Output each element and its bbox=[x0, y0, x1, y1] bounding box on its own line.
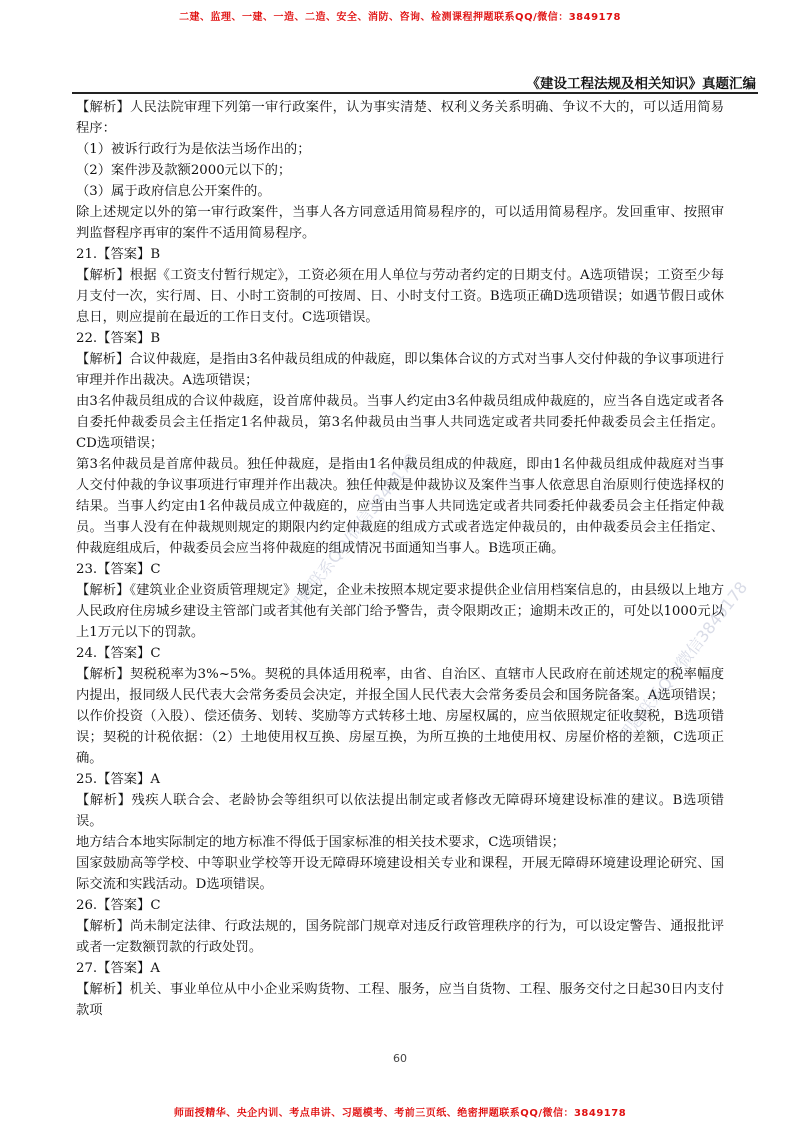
text-line: 【解析】《建筑业企业资质管理规定》规定，企业未按照本规定要求提供企业信用档案信息的，由县级以上地方人民政府住房城乡建设主管部门或者其他有关部门给予警告，责令限期改正；逾期未改正的，可处以1000元以上1万元以下的罚款。 bbox=[76, 583, 724, 640]
text-line: 地方结合本地实际制定的地方标准不得低于国家标准的相关技术要求，C选项错误； bbox=[76, 835, 565, 850]
text-line: 由3名仲裁员组成的合议仲裁庭，设首席仲裁员。当事人约定由3名仲裁员组成仲裁庭的，应当各自选定或者各自委托仲裁委员会主任指定1名仲裁员，第3名仲裁员由当事人共同选定或者共同委托仲裁委员会主任指定。CD选项错误； bbox=[76, 394, 724, 451]
document-header-title: 《建设工程法规及相关知识》真题汇编 bbox=[526, 76, 756, 92]
answer-line: 26.【答案】C bbox=[76, 898, 161, 913]
text-line: 【解析】人民法院审理下列第一审行政案件，认为事实清楚、权利义务关系明确、争议不大的，可以适用简易程序： bbox=[76, 100, 724, 136]
answer-line: 22.【答案】B bbox=[76, 331, 161, 346]
answer-line: 27.【答案】A bbox=[76, 961, 160, 976]
text-line: 【解析】机关、事业单位从中小企业采购货物、工程、服务，应当自货物、工程、服务交付之日起30日内支付款项 bbox=[76, 982, 724, 1018]
watermark: 押题联系QQ/微信3849178 bbox=[284, 449, 422, 618]
text-line: 【解析】合议仲裁庭，是指由3名仲裁员组成的仲裁庭，即以集体合议的方式对当事人交付仲裁的争议事项进行审理并作出裁决。A选项错误； bbox=[76, 352, 724, 388]
page-number: 60 bbox=[393, 1052, 407, 1065]
text-line: （3）属于政府信息公开案件的。 bbox=[76, 184, 271, 199]
bottom-promo-banner: 师面授精华、央企内训、考点串讲、习题模考、考前三页纸、绝密押题联系QQ/微信：3849178 bbox=[173, 1108, 627, 1119]
answer-explanations bbox=[76, 97, 724, 1021]
text-line: 【解析】尚未制定法律、行政法规的，国务院部门规章对违反行政管理秩序的行为，可以设定警告、通报批评或者一定数额罚款的行政处罚。 bbox=[76, 919, 724, 955]
text-line: 第3名仲裁员是首席仲裁员。独任仲裁庭，是指由1名仲裁员组成的仲裁庭，即由1名仲裁员组成仲裁庭对当事人交付仲裁的争议事项进行审理并作出裁决。独任仲裁是仲裁协议及案件当事人依意思自治原则行使选择权的结果。当事人约定由1名仲裁员成立仲裁庭的，应当由当事人共同选定或者共同委托仲裁委员会主任指定仲裁员。当事人没有在仲裁规则规定的期限内约定仲裁庭的组成方式或者选定仲裁员的，由仲裁委员会主任指定、仲裁庭组成后，仲裁委员会应当将仲裁庭的组成情况书面通知当事人。B选项正确。 bbox=[76, 457, 724, 556]
text-line: （1）被诉行政行为是依法当场作出的； bbox=[76, 142, 311, 157]
text-line: 除上述规定以外的第一审行政案件，当事人各方同意适用简易程序的，可以适用简易程序。发回重审、按照审判监督程序再审的案件不适用简易程序。 bbox=[76, 205, 724, 241]
top-promo-banner: 二建、监理、一建、一造、二造、安全、消防、咨询、检测课程押题联系QQ/微信：3849178 bbox=[179, 12, 621, 23]
text-line: 【解析】契税税率为3%~5%。契税的具体适用税率，由省、自治区、直辖市人民政府在前述规定的税率幅度内提出，报同级人民代表大会常务委员会决定，并报全国人民代表大会常务委员会和国务院备案。A选项错误；以作价投资（入股）、偿还债务、划转、奖励等方式转移土地、房屋权属的，应当依照规定征收契税，B选项错误；契税的计税依据：（2）土地使用权互换、房屋互换，为所互换的土地使用权、房屋价格的差额，C选项正确。 bbox=[76, 667, 724, 766]
text-line: （2）案件涉及款额2000元以下的； bbox=[76, 163, 292, 178]
answer-line: 23.【答案】C bbox=[76, 562, 161, 577]
text-line: 【解析】残疾人联合会、老龄协会等组织可以依法提出制定或者修改无障碍环境建设标准的建议。B选项错误。 bbox=[76, 793, 724, 829]
text-line: 【解析】根据《工资支付暂行规定》，工资必须在用人单位与劳动者约定的日期支付。A选项错误；工资至少每月支付一次，实行周、日、小时工资制的可按周、日、小时支付工资。B选项正确D选项错误；如遇节假日或休息日，则应提前在最近的工作日支付。C选项错误。 bbox=[76, 268, 724, 325]
header-divider bbox=[72, 92, 758, 94]
answer-line: 21.【答案】B bbox=[76, 247, 161, 262]
answer-line: 25.【答案】A bbox=[76, 772, 160, 787]
answer-line: 24.【答案】C bbox=[76, 646, 161, 661]
text-line: 国家鼓励高等学校、中等职业学校等开设无障碍环境建设相关专业和课程，开展无障碍环境建设理论研究、国际交流和实践活动。D选项错误。 bbox=[76, 856, 724, 892]
watermark: 押题联系QQ/微信3849178 bbox=[614, 577, 752, 746]
